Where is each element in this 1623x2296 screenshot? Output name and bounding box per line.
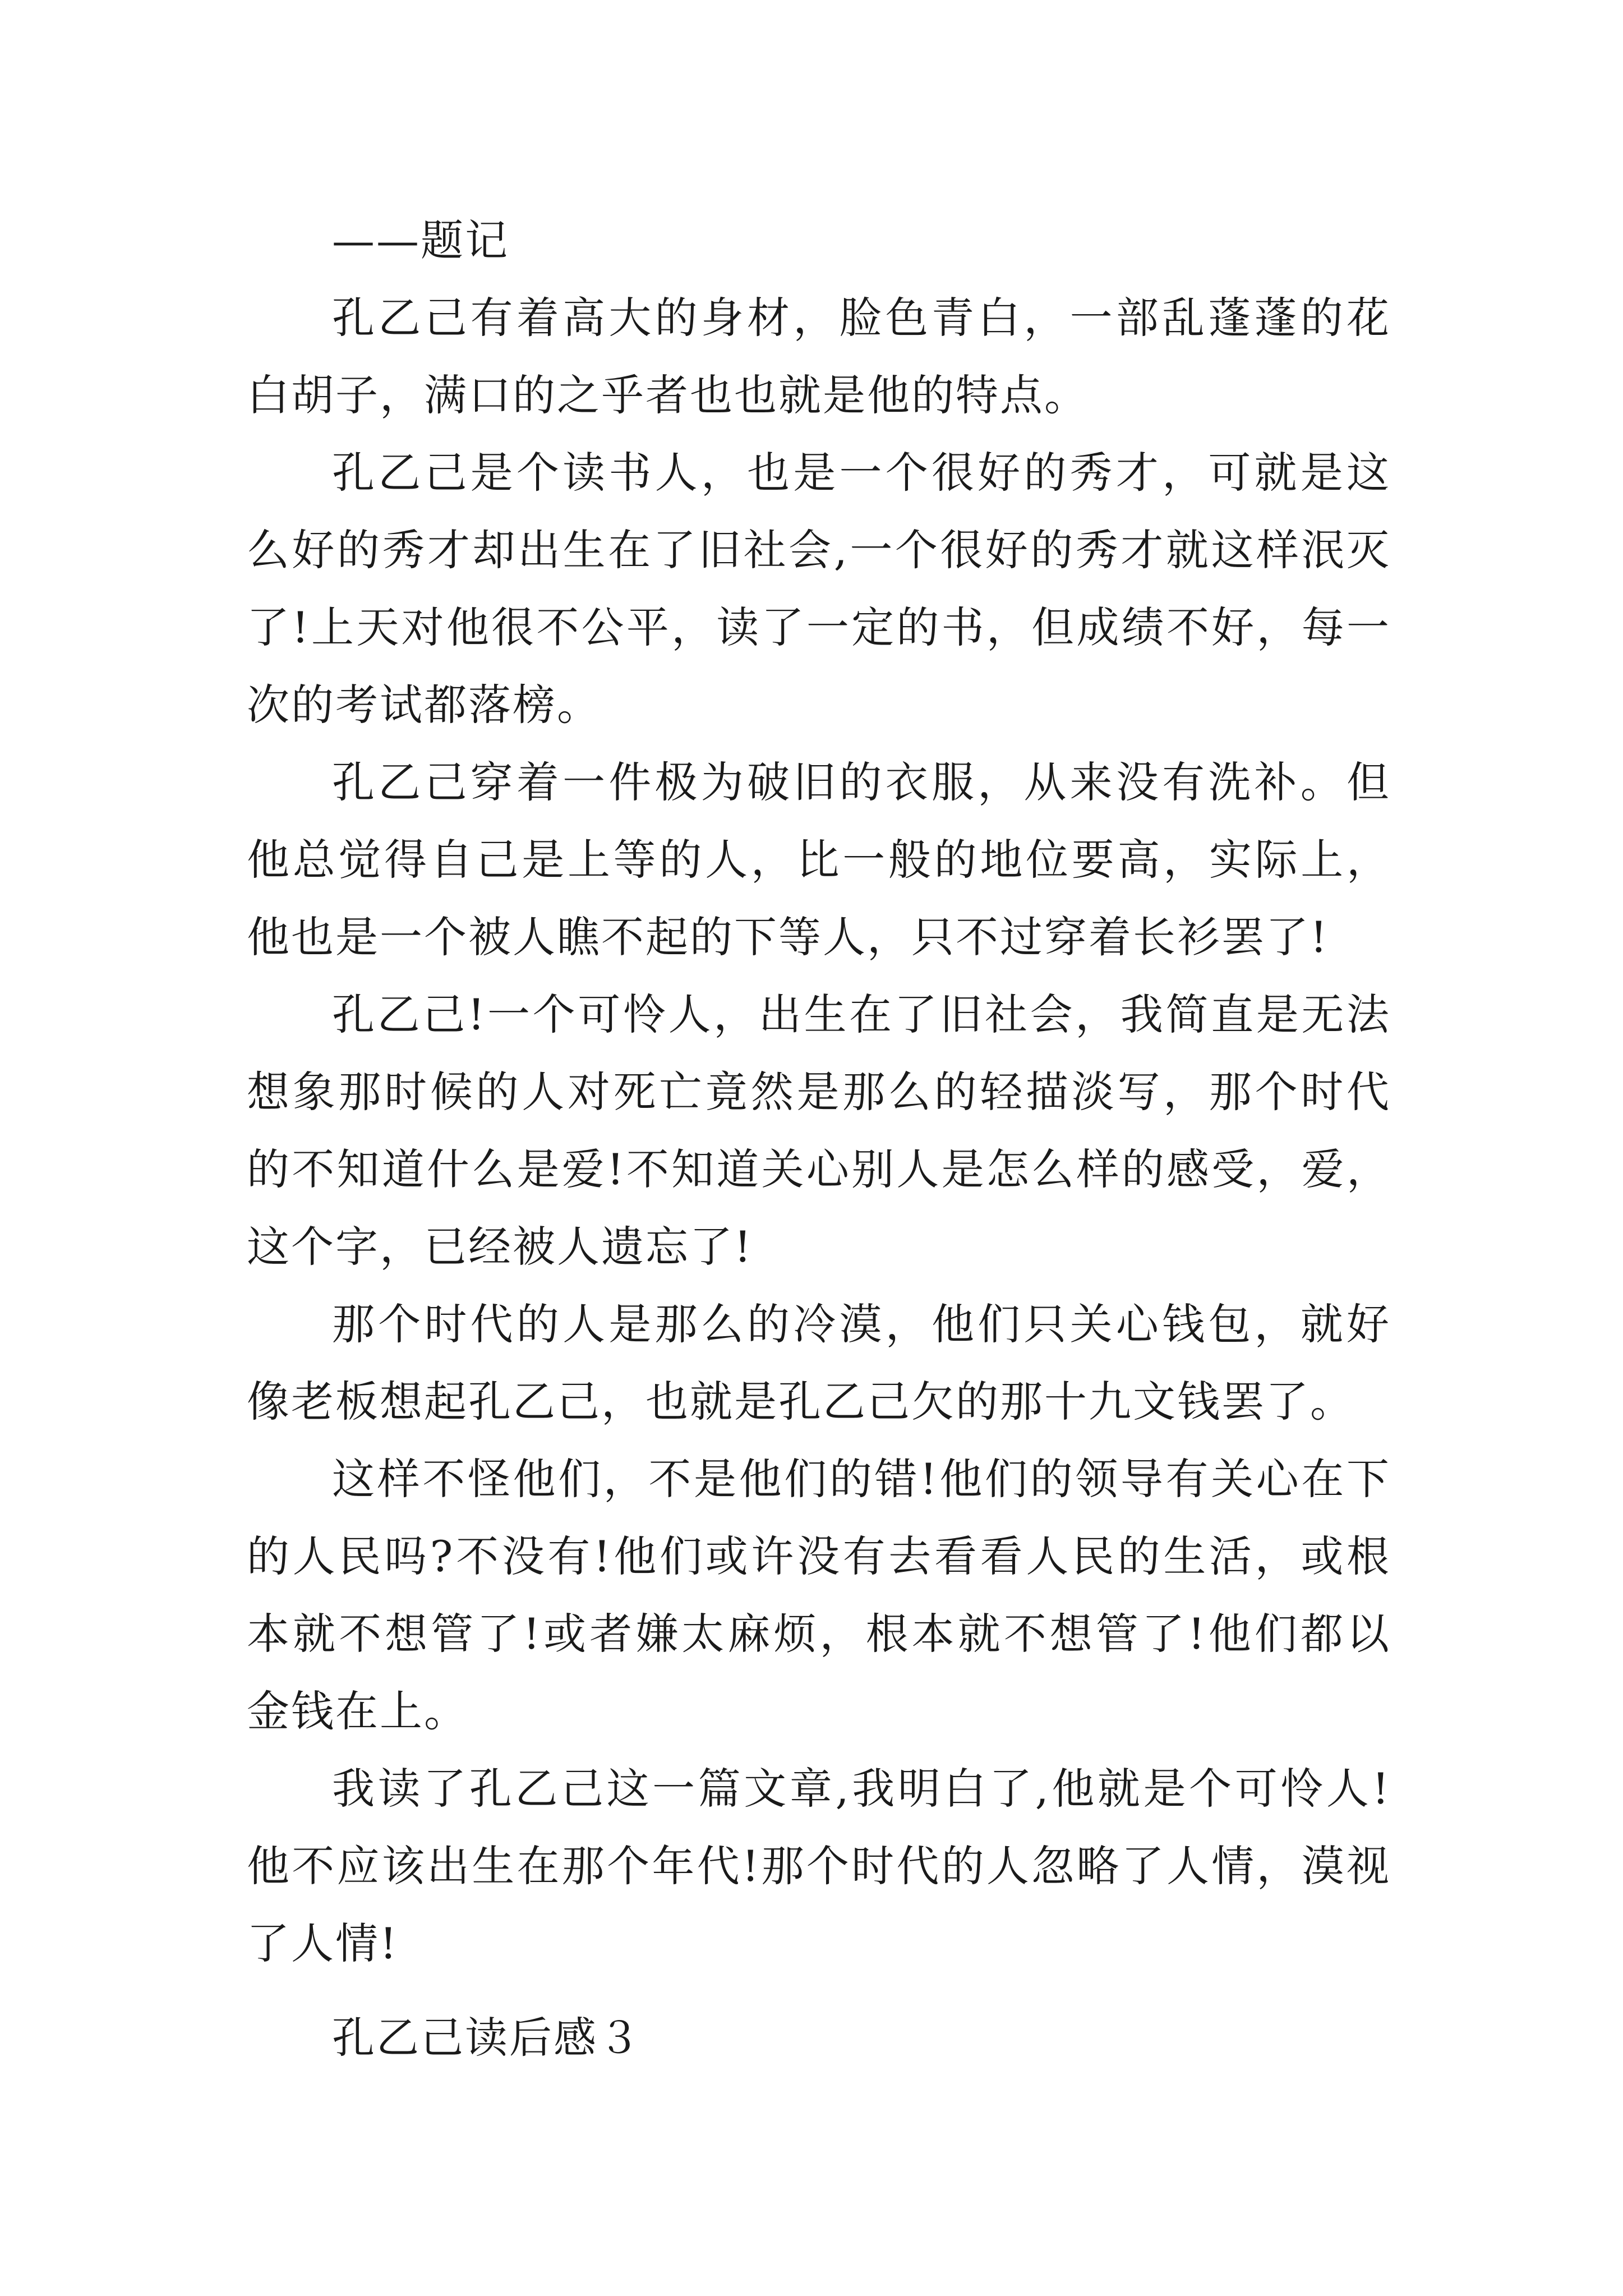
- paragraph-7: 我读了孔乙己这一篇文章,我明白了,他就是个可怜人!他不应该出生在那个年代!那个时代的人忽略了人情，漠视了人情!: [247, 1764, 1391, 1968]
- paragraph-5: 那个时代的人是那么的冷漠，他们只关心钱包，就好像老板想起孔乙己，也就是孔乙己欠的那十九文钱罢了。: [247, 1299, 1391, 1427]
- paragraph-4: 孔乙己!一个可怜人，出生在了旧社会，我简直是无法想象那时候的人对死亡竟然是那么的轻描淡写，那个时代的不知道什么是爱!不知道关心别人是怎么样的感受，爱，这个字，已经被人遗忘了!: [247, 990, 1391, 1272]
- paragraph-3: 孔乙己穿着一件极为破旧的衣服，从来没有洗补。但他总觉得自己是上等的人，比一般的地位要高，实际上，他也是一个被人瞧不起的下等人，只不过穿着长衫罢了!: [247, 757, 1391, 962]
- document-body: [247, 202, 1391, 2077]
- paragraph-6: 这样不怪他们，不是他们的错!他们的领导有关心在下的人民吗?不没有!他们或许没有去看看人民的生活，或根本就不想管了!或者嫌太麻烦，根本就不想管了!他们都以金钱在上。: [247, 1454, 1391, 1736]
- paragraph-2: 孔乙己是个读书人，也是一个很好的秀才，可就是这么好的秀才却出生在了旧社会,一个很好的秀才就这样泯灭了!上天对他很不公平，读了一定的书，但成绩不好，每一次的考试都落榜。: [247, 448, 1391, 730]
- paragraph-1: 孔乙己有着高大的身材，脸色青白，一部乱蓬蓬的花白胡子，满口的之乎者也也就是他的特点。: [247, 293, 1391, 420]
- epigraph-signature: ——题记: [332, 215, 509, 265]
- section-heading: 孔乙己读后感３: [332, 2013, 642, 2063]
